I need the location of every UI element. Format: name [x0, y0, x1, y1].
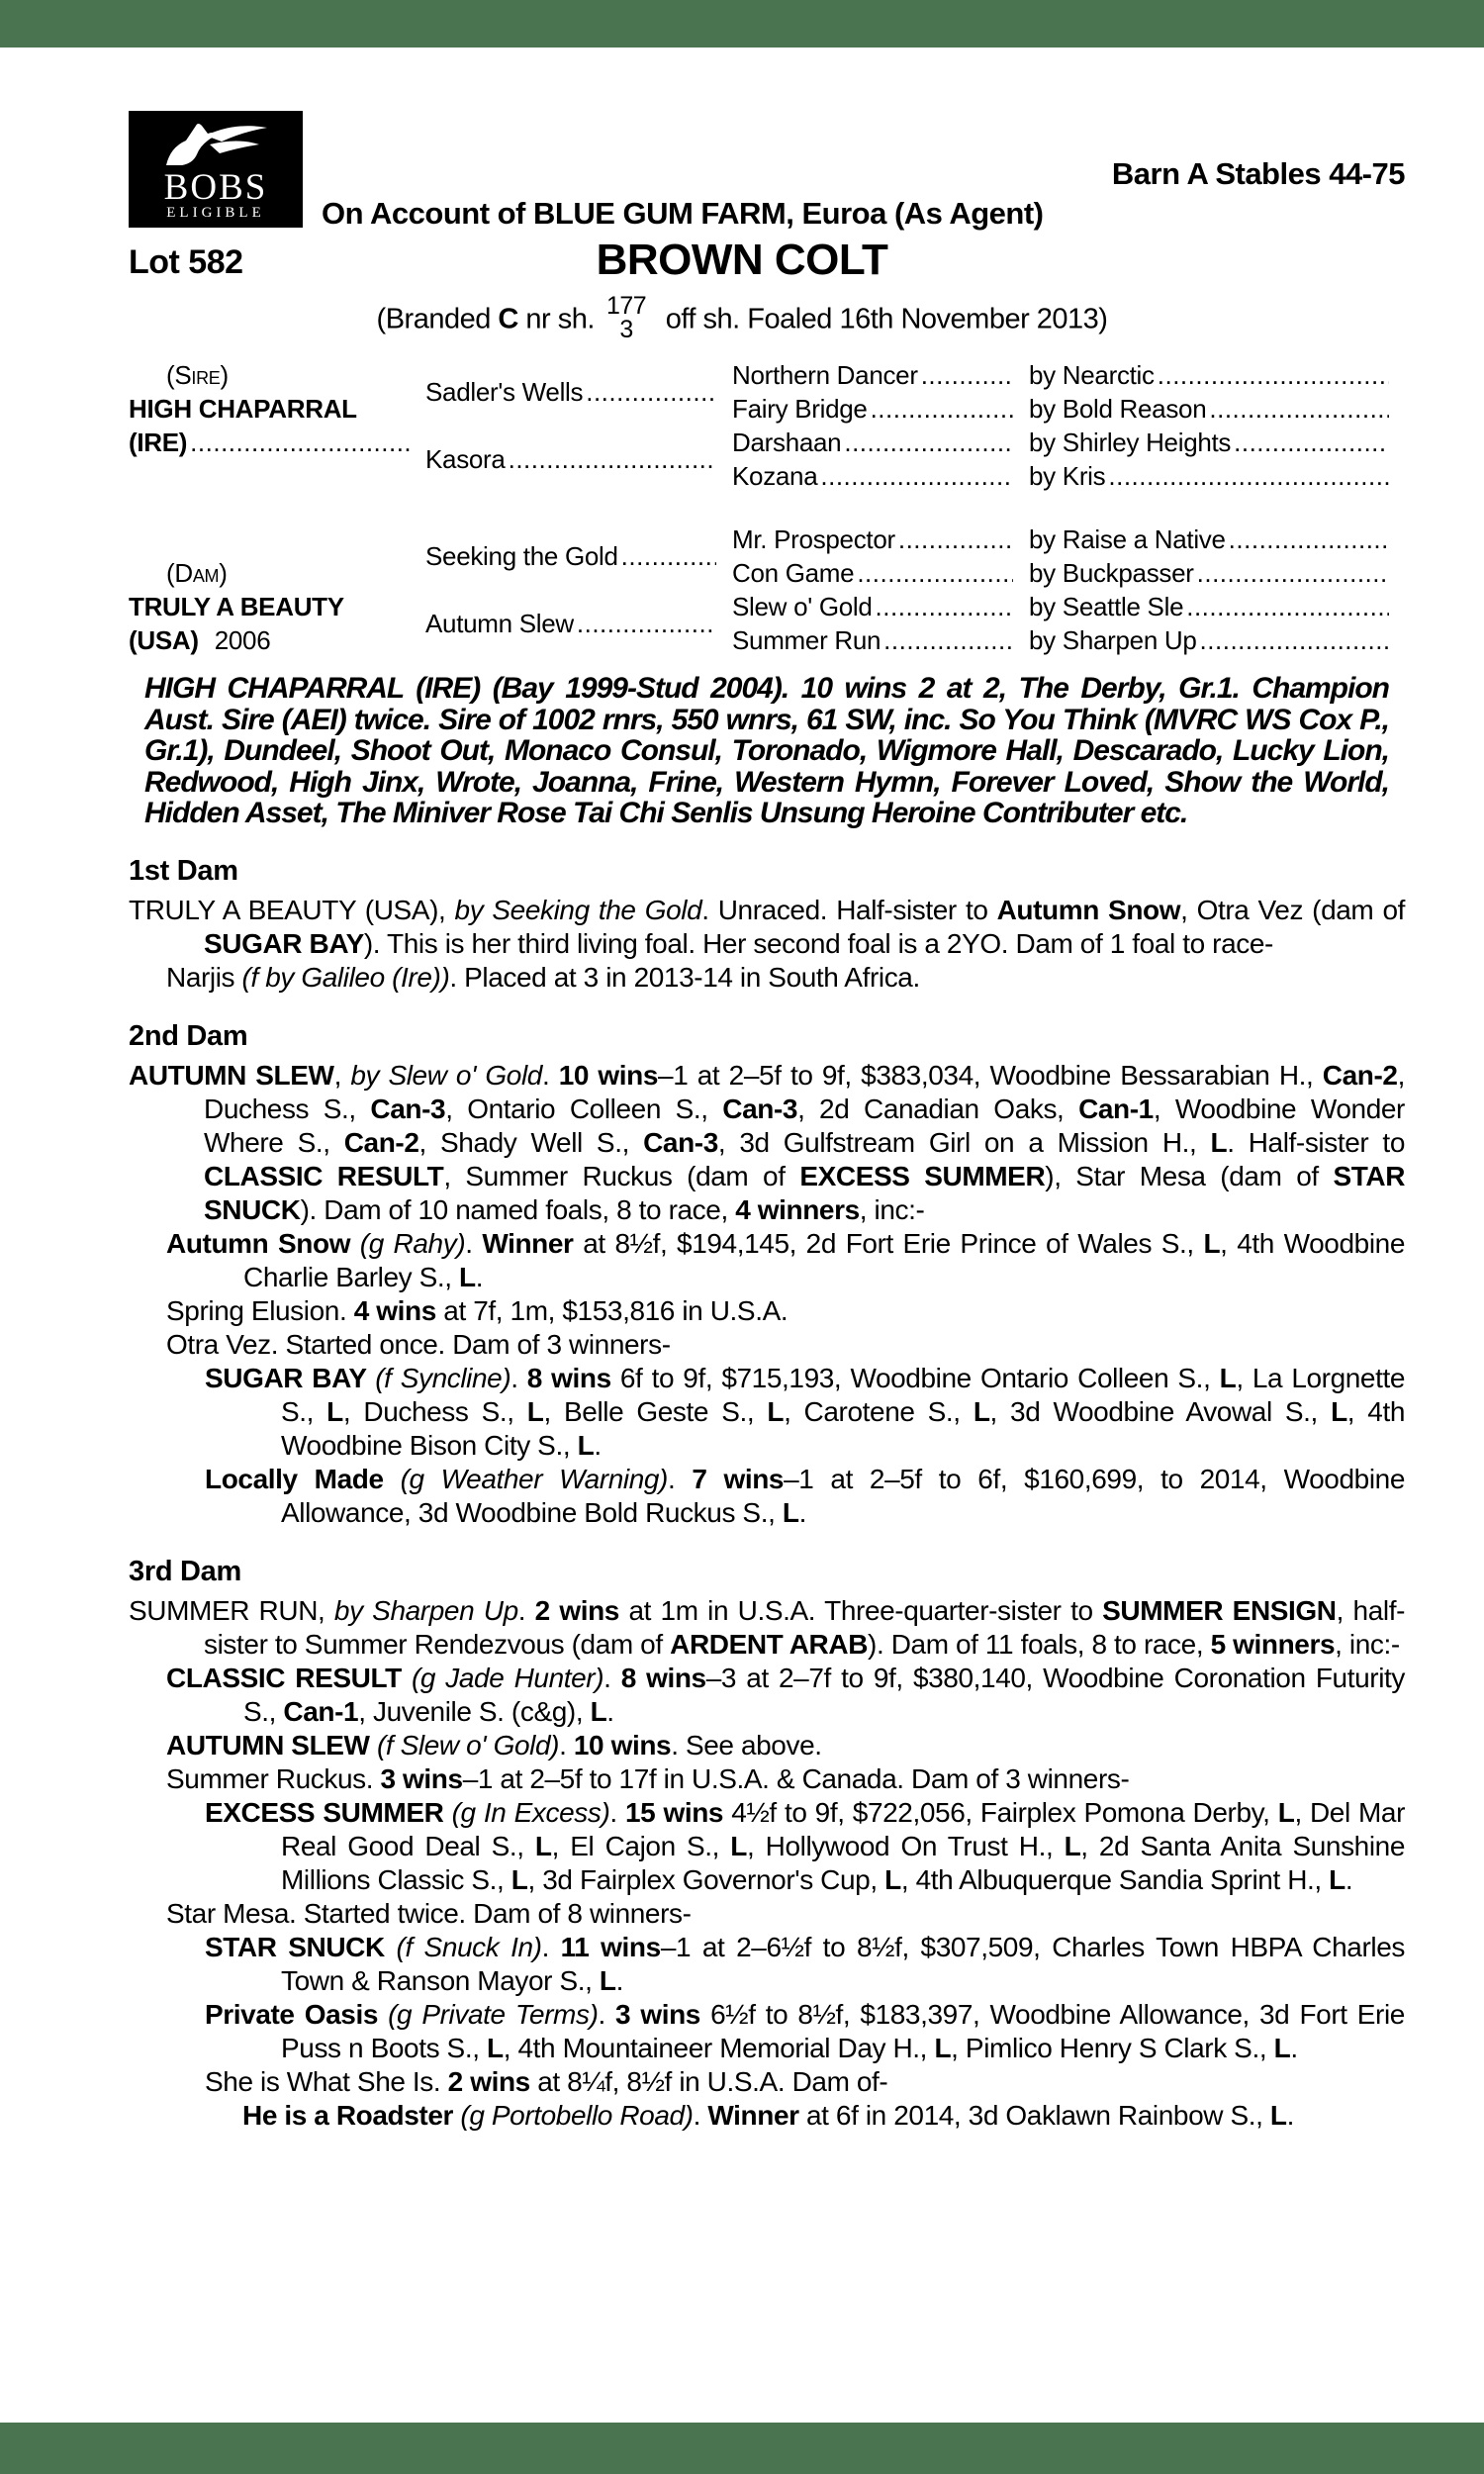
brand-prefix: (Branded	[376, 303, 499, 335]
text-run: , 4th Woodbine Bison City S.,	[281, 1395, 1405, 1461]
pedigree-entry-sire-gen3-2: Darshaan .....	[732, 426, 1029, 459]
text-run: (g Weather Warning)	[400, 1463, 668, 1494]
text-run: STAR SNUCK	[204, 1160, 1406, 1225]
pedigree-paragraph	[129, 1362, 1405, 1463]
pedigree-paragraph	[129, 1328, 1405, 1362]
text-run: L	[459, 1261, 476, 1292]
text-run: 7 wins	[692, 1463, 785, 1494]
text-run: –3 at 2–7f to 9f, $380,140, Woodbine Coronation Futurity S.,	[243, 1662, 1405, 1727]
dam-label: (Dam)	[166, 557, 228, 588]
text-run: –1 at 2–5f to 17f in U.S.A. & Canada. Dam of 3 winners-	[462, 1762, 1130, 1794]
pedigree-entry-sire-gen3-1: Fairy Bridge .....	[732, 392, 1029, 426]
text-run: (f Syncline)	[375, 1362, 511, 1393]
page-title: BROWN COLT	[596, 236, 888, 284]
text-run: , 4th Woodbine Charlie Barley S.,	[243, 1227, 1405, 1292]
text-run: 6½f to 8½f, $183,397, Woodbine Allowance, 3d Fort Erie Puss n Boots S.,	[281, 1998, 1405, 2063]
text-run: Winner	[707, 2099, 799, 2131]
bobs-logo	[129, 111, 303, 228]
pedigree-entry-sire-gen4-2: by Shirley Heights .....	[1029, 426, 1405, 459]
text-run: , 2d Santa Anita Sunshine Millions Classic S.,	[281, 1830, 1406, 1895]
dot-leader	[1108, 461, 1389, 492]
text-run: .	[541, 1931, 561, 1962]
text-run: L	[782, 1496, 799, 1528]
text-run: –1 at 2–5f to 6f, $160,699, to 2014, Woodbine Allowance, 3d Woodbine Bold Ruckus S.,	[281, 1463, 1405, 1528]
text-run: , Carotene S.,	[784, 1395, 974, 1427]
text-run: L	[1203, 1227, 1221, 1259]
dot-leader	[871, 394, 1013, 425]
text-run: She is What She Is.	[205, 2065, 448, 2097]
text-run: 5 winners	[1210, 1628, 1336, 1660]
text-run: , Hollywood On Trust H.,	[747, 1830, 1065, 1861]
text-run: L	[1219, 1362, 1237, 1393]
dam-heading: 1st Dam	[129, 854, 238, 887]
text-run: Otra Vez. Started once. Dam of 3 winners-	[166, 1328, 671, 1360]
text-run: at 8½f, $194,145, 2d Fort Erie Prince of Wales S.,	[573, 1227, 1204, 1259]
text-run: , half-sister to Summer Rendezvous (dam of	[204, 1594, 1405, 1660]
text-run: 8 wins	[620, 1662, 706, 1693]
dam-sections	[129, 855, 1405, 2133]
text-run: Can-3	[722, 1093, 798, 1124]
text-run: .	[798, 1496, 806, 1528]
horse-head-icon	[156, 118, 275, 169]
pedigree-paragraph	[129, 1796, 1405, 1897]
text-run: , 3d Fairplex Governor's Cup,	[527, 1863, 885, 1895]
text-run: L	[590, 1695, 607, 1727]
pedigree-paragraph	[129, 1998, 1405, 2065]
text-run: Star Mesa. Started twice. Dam of 8 winners-	[166, 1897, 692, 1929]
brand-number-top: 177	[605, 292, 647, 320]
pedigree-paragraph	[129, 1762, 1405, 1796]
text-run: Can-3	[643, 1126, 718, 1158]
dot-leader	[1158, 360, 1389, 391]
text-run: 8 wins	[526, 1362, 611, 1393]
pedigree-sire-cell	[129, 358, 425, 493]
pedigree-paragraph	[129, 961, 1405, 995]
text-run: , inc:-	[1335, 1628, 1400, 1660]
dot-leader	[921, 360, 1013, 391]
text-run: by Seeking the Gold	[454, 894, 702, 925]
pedigree-entry-dam-gen4-0: by Raise a Native .....	[1029, 523, 1405, 556]
lot-number: Lot 582	[129, 243, 243, 281]
text-run: EXCESS SUMMER	[205, 1796, 452, 1828]
text-run: , 2d Canadian Oaks,	[797, 1093, 1079, 1124]
text-run: L	[577, 1429, 595, 1461]
dam-heading: 3rd Dam	[129, 1555, 241, 1587]
text-run: by Sharpen Up	[333, 1594, 518, 1626]
text-run: Autumn Snow	[996, 894, 1181, 925]
text-run: , Belle Geste S.,	[543, 1395, 768, 1427]
brand-number-bottom: 3	[619, 315, 633, 343]
text-run: L	[1273, 2032, 1291, 2063]
text-run: L	[599, 1964, 616, 1996]
pedigree-paragraph	[129, 1294, 1405, 1328]
vendor-account-line: On Account of BLUE GUM FARM, Euroa (As Agent)	[322, 196, 1044, 231]
text-run: 2 wins	[534, 1594, 619, 1626]
pedigree-entry-dam-gen4-2: by Seattle Sle .....	[1029, 590, 1405, 623]
text-run: 4 winners	[735, 1193, 860, 1225]
pedigree-entry-sire-gen4-3: by Kris .....	[1029, 459, 1405, 493]
text-run: L	[534, 1830, 552, 1861]
dot-leader	[190, 428, 412, 458]
text-run: SUMMER RUN,	[129, 1594, 334, 1626]
text-run: .	[1345, 1863, 1353, 1895]
text-run: .	[475, 1261, 484, 1292]
text-run: ). Dam of 10 named foals, 8 to race,	[300, 1193, 736, 1225]
dot-leader	[857, 558, 1013, 589]
text-run: , La Lorgnette S.,	[281, 1362, 1406, 1427]
text-run: ), Star Mesa (dam of	[1045, 1160, 1334, 1191]
text-run: (g Rahy)	[359, 1227, 466, 1259]
text-run: . Placed at 3 in 2013-14 in South Africa.	[449, 961, 920, 993]
text-run: L	[1064, 1830, 1081, 1861]
text-run: , Juvenile S. (c&g),	[358, 1695, 591, 1727]
text-run: Spring Elusion.	[166, 1294, 354, 1326]
text-run: Narjis	[166, 961, 242, 993]
text-run: AUTUMN SLEW	[129, 1059, 334, 1091]
text-run: L	[326, 1395, 343, 1427]
top-border-bar	[0, 0, 1484, 48]
text-run: Can-1	[283, 1695, 359, 1727]
text-run: L	[1277, 1796, 1295, 1828]
pedigree-entry-dam-gen4-1: by Buckpasser .....	[1029, 556, 1405, 590]
pedigree-paragraph	[129, 1931, 1405, 1998]
text-run: , Ontario Colleen S.,	[445, 1093, 723, 1124]
pedigree-entry-dam-gen3-2: Slew o' Gold .....	[732, 590, 1029, 623]
bottom-border-bar	[0, 2423, 1484, 2474]
pedigree-entry-dam-gen3-0: Mr. Prospector .....	[732, 523, 1029, 556]
pedigree-entry-sire-gen4-1: by Bold Reason .....	[1029, 392, 1405, 426]
text-run: , 3d Woodbine Avowal S.,	[989, 1395, 1332, 1427]
text-run: , 4th Mountaineer Memorial Day H.,	[503, 2032, 935, 2063]
text-run: 4½f to 9f, $722,056, Fairplex Pomona Derby,	[723, 1796, 1278, 1828]
pedigree-paragraph	[129, 1059, 1405, 1227]
pedigree-paragraph	[129, 1227, 1405, 1294]
text-run: Private Oasis	[205, 1998, 389, 2030]
text-run: , 4th Albuquerque Sandia Sprint H.,	[900, 1863, 1330, 1895]
barn-location: Barn A Stables 44-75	[1111, 156, 1405, 191]
pedigree-entry-dam-gen4-3: by Sharpen Up .....	[1029, 623, 1405, 657]
dot-leader	[1200, 625, 1389, 656]
dam-heading: 2nd Dam	[129, 1019, 248, 1052]
text-run: 6f to 9f, $715,193, Woodbine Ontario Colleen S.,	[610, 1362, 1220, 1393]
text-run: L	[934, 2032, 952, 2063]
text-run: (f Snuck In)	[396, 1931, 542, 1962]
text-run: Can-1	[1078, 1093, 1154, 1124]
text-run: , Shady Well S.,	[418, 1126, 644, 1158]
brand-number-fraction	[605, 292, 647, 343]
text-run: at 7f, 1m, $153,816 in U.S.A.	[435, 1294, 788, 1326]
sire-country: (IRE)	[129, 427, 188, 457]
text-run: 11 wins	[560, 1931, 661, 1962]
text-run: at 1m in U.S.A. Three-quarter-sister to	[618, 1594, 1103, 1626]
text-run: L	[730, 1830, 748, 1861]
text-run: L	[767, 1395, 785, 1427]
text-run: , inc:-	[859, 1193, 925, 1225]
pedigree-paragraph	[129, 1463, 1405, 1530]
text-run: L	[486, 2032, 504, 2063]
dot-leader	[883, 625, 1013, 656]
dot-leader	[1186, 592, 1389, 622]
text-run: , Woodbine Wonder Where S.,	[204, 1093, 1405, 1158]
text-run: .	[693, 2099, 708, 2131]
pedigree-entry-sire-gen2-0: Sadler's Wells .....	[425, 358, 732, 426]
text-run: , Del Mar Real Good Deal S.,	[281, 1796, 1405, 1861]
text-run: L	[1269, 2099, 1287, 2131]
pedigree-paragraph	[129, 894, 1405, 961]
text-run: .	[667, 1463, 693, 1494]
logo-text-eligible: ELIGIBLE	[166, 205, 265, 221]
text-run: .	[541, 1059, 559, 1091]
text-run: L	[973, 1395, 990, 1427]
text-run: Can-2	[343, 1126, 419, 1158]
sire-record-note: HIGH CHAPARRAL (IRE) (Bay 1999-Stud 2004). 10 wins 2 at 2, The Derby, Gr.1. Champion Aust. Sire (AEI) twice. Sire of 1002 rnrs, 550 wnrs, 61 SW, inc. So You Think (MVRC WS Cox P., Gr.1), Dundeel, Shoot Out, Monaco Consul, Toronado, Wigmore Hall, Descarado, Lucky Lion, Redwood, High Jinx, Wrote, Joanna, Frine, Western Hymn, Forever Loved, Show the World, Hidden Asset, The Miniver Rose Tai Chi Senlis Unsung Heroine Contributer etc.	[144, 672, 1389, 829]
pedigree-entry-dam-gen3-1: Con Game .....	[732, 556, 1029, 590]
text-run: L	[510, 1863, 528, 1895]
text-run: 3 wins	[615, 1998, 700, 2030]
dot-leader	[621, 541, 716, 572]
pedigree-paragraph	[129, 1662, 1405, 1729]
text-run: –1 at 2–6½f to 8½f, $307,509, Charles Town HBPA Charles Town & Ranson Mayor S.,	[281, 1931, 1405, 1996]
brand-mid: nr sh.	[517, 303, 595, 335]
text-run: , El Cajon S.,	[551, 1830, 731, 1861]
text-run: Can-3	[370, 1093, 446, 1124]
logo-text-bobs: BOBS	[163, 167, 268, 208]
text-run: (g Jade Hunter)	[412, 1662, 604, 1693]
text-run: 10 wins	[558, 1059, 659, 1091]
text-run: .	[510, 1362, 527, 1393]
text-run: .	[1286, 2099, 1294, 2131]
dot-leader	[844, 428, 1013, 458]
text-run: (f Slew o' Gold)	[376, 1729, 560, 1760]
text-run: SUGAR BAY	[205, 1362, 376, 1393]
text-run: .	[606, 1695, 614, 1727]
dot-leader	[1234, 428, 1389, 458]
pedigree-entry-sire-gen4-0: by Nearctic .....	[1029, 358, 1405, 392]
text-run: ). Dam of 11 foals, 8 to race,	[868, 1628, 1211, 1660]
text-run: , Otra Vez (dam of	[1180, 894, 1405, 925]
pedigree-sire-block	[129, 358, 1405, 493]
text-run: Summer Ruckus.	[166, 1762, 381, 1794]
dot-leader	[1197, 558, 1389, 589]
text-run: Locally Made	[205, 1463, 401, 1494]
text-run: ). This is her third living foal. Her second foal is a 2YO. Dam of 1 foal to race-	[363, 927, 1273, 959]
dam-country: (USA)	[129, 624, 199, 655]
main-content	[129, 358, 1405, 2133]
dam-name: TRULY A BEAUTY	[129, 591, 344, 621]
dot-leader	[1229, 524, 1389, 555]
brand-symbol: C	[498, 303, 518, 335]
text-run: (f by Galileo (Ire))	[241, 961, 450, 993]
text-run: L	[526, 1395, 544, 1427]
brand-suffix: off sh. Foaled 16th November 2013)	[658, 303, 1108, 335]
dam-year: 2006	[214, 624, 271, 655]
text-run: SUGAR BAY	[204, 927, 364, 959]
text-run: L	[1329, 1863, 1345, 1895]
text-run: AUTUMN SLEW	[166, 1729, 377, 1760]
dot-leader	[509, 444, 716, 475]
text-run: ,	[333, 1059, 351, 1091]
pedigree-table	[129, 358, 1405, 657]
text-run: .	[609, 1796, 625, 1828]
sire-label: (Sire)	[166, 359, 229, 390]
pedigree-entry-dam-gen3-3: Summer Run .....	[732, 623, 1029, 657]
dot-leader	[876, 592, 1013, 622]
text-run: 10 wins	[573, 1729, 672, 1760]
text-run: , Pimlico Henry S Clark S.,	[951, 2032, 1274, 2063]
text-run: (g In Excess)	[451, 1796, 610, 1828]
text-run: (g Private Terms)	[388, 1998, 599, 2030]
text-run: CLASSIC RESULT	[204, 1160, 444, 1191]
pedigree-paragraph	[129, 1594, 1405, 1662]
text-run: (g Portobello Road)	[460, 2099, 694, 2131]
text-run: .	[517, 1594, 535, 1626]
text-run: .	[615, 1964, 623, 1996]
dot-leader	[577, 609, 716, 639]
text-run: .	[603, 1662, 621, 1693]
pedigree-entry-sire-gen3-0: Northern Dancer .....	[732, 358, 1029, 392]
dot-leader	[898, 524, 1013, 555]
pedigree-entry-dam-gen2-0: Seeking the Gold .....	[425, 523, 732, 590]
text-run: He is a Roadster	[242, 2099, 461, 2131]
pedigree-dam-block	[129, 523, 1405, 657]
text-run: . Half-sister to	[1227, 1126, 1405, 1158]
text-run: , Summer Ruckus (dam of	[443, 1160, 800, 1191]
text-run: CLASSIC RESULT	[166, 1662, 412, 1693]
text-run: , Duchess S.,	[204, 1059, 1405, 1124]
pedigree-dam-cell	[129, 523, 425, 657]
text-run: . Unraced. Half-sister to	[701, 894, 997, 925]
pedigree-paragraph	[129, 1729, 1405, 1762]
pedigree-paragraph	[129, 2065, 1405, 2099]
text-run: .	[594, 1429, 602, 1461]
text-run: EXCESS SUMMER	[799, 1160, 1046, 1191]
text-run: .	[465, 1227, 483, 1259]
text-run: –1 at 2–5f to 9f, $383,034, Woodbine Bessarabian H.,	[658, 1059, 1323, 1091]
text-run: 4 wins	[353, 1294, 436, 1326]
text-run: L	[1331, 1395, 1347, 1427]
pedigree-paragraph	[129, 2099, 1405, 2133]
pedigree-entry-sire-gen3-3: Kozana .....	[732, 459, 1029, 493]
text-run: by Slew o' Gold	[350, 1059, 542, 1091]
dot-leader	[820, 461, 1013, 492]
text-run: . See above.	[671, 1729, 822, 1760]
sire-name: HIGH CHAPARRAL	[129, 393, 357, 424]
brand-foaling-line	[0, 292, 1484, 344]
text-run: .	[1290, 2032, 1298, 2063]
text-run: , Duchess S.,	[342, 1395, 527, 1427]
text-run: L	[884, 1863, 901, 1895]
text-run: Winner	[482, 1227, 574, 1259]
pedigree-entry-sire-gen2-1: Kasora .....	[425, 426, 732, 493]
text-run: .	[598, 1998, 616, 2030]
text-run: STAR SNUCK	[205, 1931, 397, 1962]
text-run: ARDENT ARAB	[670, 1628, 869, 1660]
text-run: 2 wins	[447, 2065, 530, 2097]
text-run: at 6f in 2014, 3d Oaklawn Rainbow S.,	[798, 2099, 1270, 2131]
pedigree-paragraph	[129, 1897, 1405, 1931]
text-run: 3 wins	[380, 1762, 463, 1794]
text-run: TRULY A BEAUTY (USA),	[129, 894, 455, 925]
text-run: , 3d Gulfstream Girl on a Mission H.,	[717, 1126, 1211, 1158]
text-run: .	[559, 1729, 574, 1760]
text-run: Can-2	[1322, 1059, 1398, 1091]
text-run: 15 wins	[624, 1796, 724, 1828]
text-run: Autumn Snow	[166, 1227, 360, 1259]
text-run: at 8¼f, 8½f in U.S.A. Dam of-	[529, 2065, 888, 2097]
dot-leader	[1209, 394, 1389, 425]
dot-leader	[586, 377, 716, 408]
text-run: L	[1210, 1126, 1228, 1158]
pedigree-entry-dam-gen2-1: Autumn Slew .....	[425, 590, 732, 657]
text-run: SUMMER ENSIGN	[1102, 1594, 1337, 1626]
